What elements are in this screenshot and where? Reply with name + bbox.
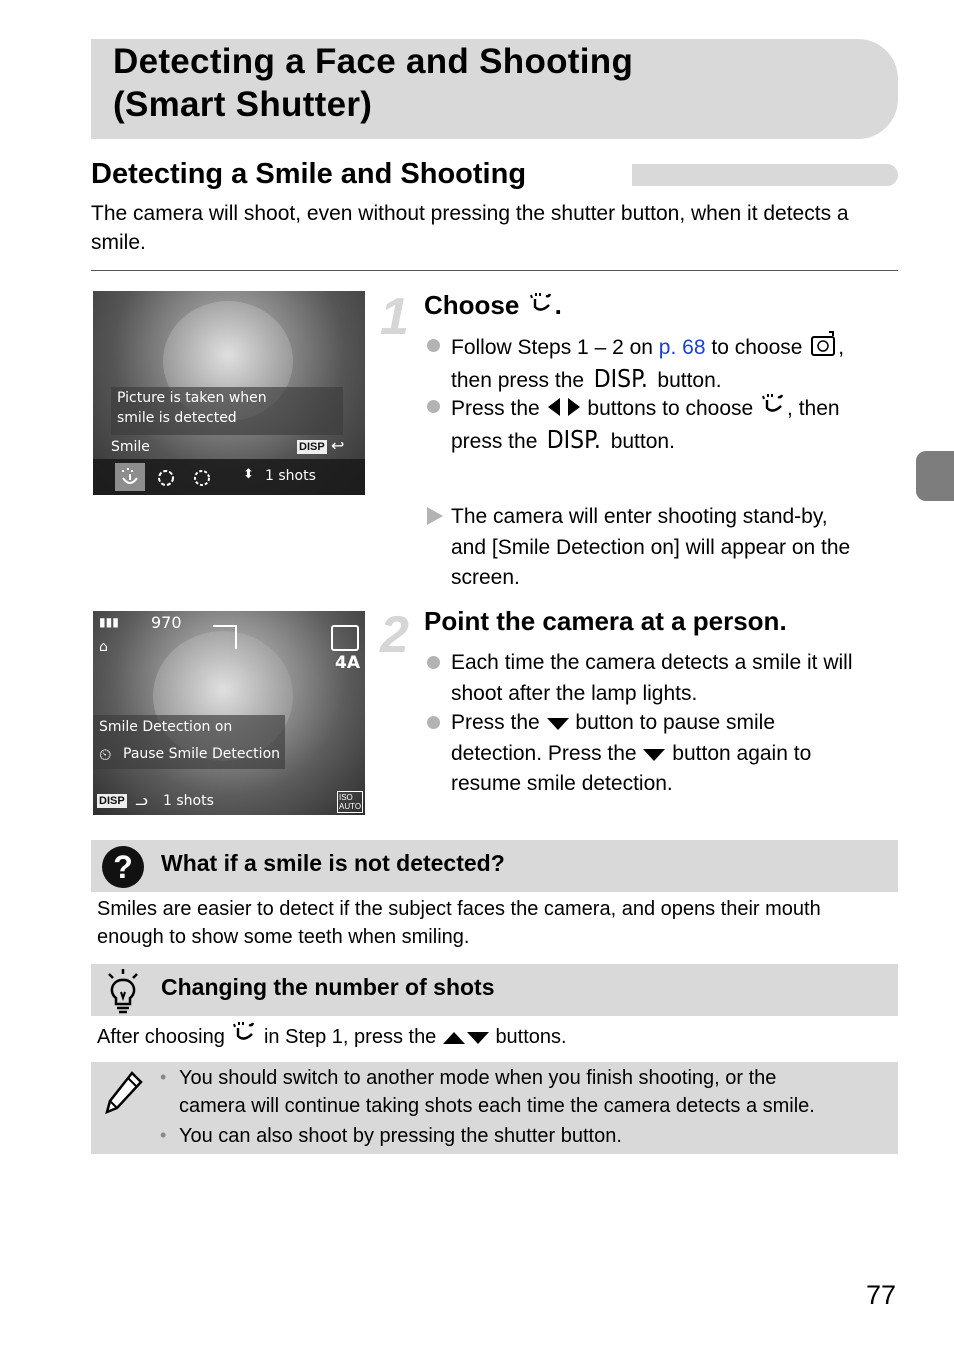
bullet — [427, 339, 440, 352]
divider — [91, 270, 898, 271]
camera-screen-shooting — [93, 611, 365, 815]
page-number: 77 — [866, 1280, 897, 1310]
chapter-tab — [916, 451, 954, 501]
disp-button-label: DISP. — [593, 363, 648, 393]
iso-auto-badge: ISO AUTO — [339, 793, 362, 811]
bullet — [427, 400, 440, 413]
page-title-line1: Detecting a Face and Shooting — [113, 42, 634, 81]
up-down-arrows-icon: ⬍ — [243, 467, 254, 482]
left-right-arrows-icon — [546, 396, 582, 418]
smart-shutter-mode-icon — [331, 625, 359, 651]
disp-badge: DISP — [99, 795, 125, 807]
smile-icon — [230, 1020, 258, 1046]
step2-title: Point the camera at a person. — [424, 606, 787, 636]
page-title-line2: (Smart Shutter) — [113, 85, 373, 124]
note-bullet: • — [160, 1125, 167, 1145]
up-down-arrows-icon — [442, 1030, 490, 1046]
smart-shutter-mode-icon — [808, 331, 838, 357]
section-title: Detecting a Smile and Shooting — [91, 158, 527, 190]
lightbulb-icon — [104, 968, 142, 1014]
page-link[interactable]: p. 68 — [658, 336, 706, 359]
shots-label: 1 shots — [265, 468, 316, 484]
smile-icon: ᓗ — [135, 791, 148, 809]
smile-icon — [119, 466, 141, 488]
step2-bullet1: Each time the camera detects a smile it will shoot after the lamp lights. — [451, 651, 853, 705]
return-icon: ↩ — [331, 436, 345, 455]
overlay-line1: Picture is taken when — [117, 390, 267, 406]
step1-bullet2: Press the buttons to choose , then press the DISP. button. — [451, 392, 901, 457]
svg-text:?: ? — [113, 849, 133, 885]
note2: You can also shoot by pressing the shutter button. — [179, 1125, 622, 1147]
disp-button-label: DISP. — [546, 424, 602, 454]
note-bullet: • — [160, 1067, 167, 1087]
face-frame-corner — [213, 625, 237, 649]
shot-count: 970 — [151, 613, 182, 632]
camera-screen-smile-menu — [93, 291, 365, 495]
bullet — [427, 656, 440, 669]
overlay-line2: Pause Smile Detection — [123, 746, 281, 762]
bullet — [427, 716, 440, 729]
wink-self-timer-icon — [155, 466, 177, 488]
down-arrow-icon — [642, 747, 666, 763]
shots-label: 1 shots — [163, 793, 214, 809]
step2-bullet2: Press the button to pause smile detection. Press the button again to resume smile detection. — [451, 711, 812, 795]
pause-timer-icon: ⏲ — [99, 745, 112, 764]
overlay-line2: smile is detected — [117, 410, 237, 426]
mode-label: Smile — [111, 439, 150, 455]
faq-title: What if a smile is not detected? — [161, 850, 505, 876]
flash-auto-icon: 4A — [335, 653, 360, 673]
step-number-1: 1 — [380, 288, 409, 346]
battery-icon: ▮▮▮ — [99, 615, 119, 629]
result-arrow — [427, 507, 443, 525]
step-number-2: 2 — [380, 606, 409, 664]
step1-title: Choose . — [424, 290, 562, 320]
question-icon — [101, 845, 145, 889]
smile-icon — [759, 392, 787, 418]
overlay-line1: Smile Detection on — [99, 719, 233, 735]
intro-text: The camera will shoot, even without pressing the shutter button, when it detects a smile. — [91, 202, 849, 254]
tip-title: Changing the number of shots — [161, 974, 495, 1000]
section-title-bar — [632, 164, 898, 186]
mode-lock-icon: ⌂ — [99, 639, 108, 655]
step1-result: The camera will enter shooting stand-by, and [Smile Detection on] will appear on the screen. — [451, 505, 851, 589]
smile-icon — [527, 291, 555, 317]
pencil-icon — [104, 1070, 144, 1116]
down-arrow-icon — [546, 716, 570, 732]
note1: You should switch to another mode when you finish shooting, or the camera will continue taking shots each time the camera detects a smile. — [179, 1067, 815, 1117]
faq-body: Smiles are easier to detect if the subject faces the camera, and opens their mouth enough to show some teeth when smiling. — [97, 898, 821, 948]
face-self-timer-icon — [191, 466, 213, 488]
tip-body: After choosing in Step 1, press the buttons. — [97, 1020, 897, 1051]
disp-badge: DISP — [299, 441, 325, 453]
step1-bullet1: Follow Steps 1 – 2 on p. 68 to choose , then press the DISP. button. — [451, 331, 901, 396]
